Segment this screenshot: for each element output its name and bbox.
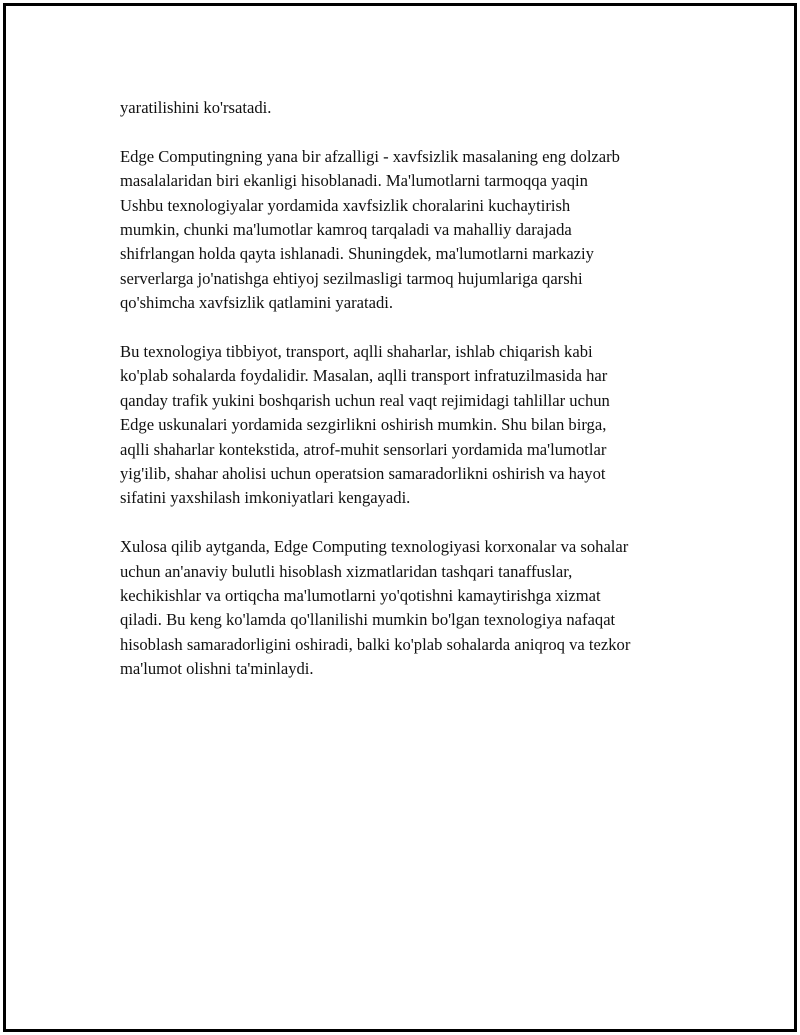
paragraph-1 — [120, 96, 700, 120]
text-line: Xulosa qilib aytganda, Edge Computing texnologiyasi korxonalar va sohalar — [120, 537, 629, 557]
paragraph-3 — [120, 340, 700, 511]
text-line: Edge uskunalari yordamida sezgirlikni oshirish mumkin. Shu bilan birga, — [120, 415, 607, 435]
text-line: aqlli shaharlar kontekstida, atrof-muhit sensorlari yordamida ma'lumotlar — [120, 439, 607, 459]
text-line: serverlarga jo'natishga ehtiyoj sezilmasligi tarmoq hujumlariga qarshi — [120, 268, 583, 288]
text-line: uchun an'anaviy bulutli hisoblash xizmatlaridan tashqari tanaffuslar, — [120, 561, 573, 581]
text-line: qo'shimcha xavfsizlik qatlamini yaratadi. — [120, 293, 394, 313]
document-page — [3, 3, 797, 1032]
text-line: shifrlangan holda qayta ishlanadi. Shuningdek, ma'lumotlarni markaziy — [120, 244, 594, 264]
text-line: sifatini yaxshilash imkoniyatlari kengayadi. — [120, 488, 411, 508]
text-line: ko'plab sohalarda foydalidir. Masalan, aqlli transport infratuzilmasida har — [120, 366, 608, 386]
paragraph-4 — [120, 535, 700, 681]
text-line: yaratilishini ko'rsatadi. — [120, 98, 272, 117]
text-line: Bu texnologiya tibbiyot, transport, aqlli shaharlar, ishlab chiqarish kabi — [120, 342, 593, 362]
text-line: yig'ilib, shahar aholisi uchun operatsion samaradorlikni oshirish va hayot — [120, 464, 606, 484]
document-body — [120, 96, 700, 706]
text-line: ma'lumot olishni ta'minlaydi. — [120, 659, 314, 679]
paragraph-2 — [120, 145, 700, 316]
text-line: mumkin, chunki ma'lumotlar kamroq tarqaladi va mahalliy darajada — [120, 220, 572, 240]
text-line: hisoblash samaradorligini oshiradi, balki ko'plab sohalarda aniqroq va tezkor — [120, 634, 631, 654]
text-line: masalalaridan biri ekanligi hisoblanadi. Ma'lumotlarni tarmoqqa yaqin — [120, 171, 588, 191]
text-line: kechikishlar va ortiqcha ma'lumotlarni yo'qotishni kamaytirishga xizmat — [120, 586, 601, 606]
text-line: qanday trafik yukini boshqarish uchun real vaqt rejimidagi tahlillar uchun — [120, 390, 610, 410]
text-line: qiladi. Bu keng ko'lamda qo'llanilishi mumkin bo'lgan texnologiya nafaqat — [120, 610, 616, 630]
text-line: Edge Computingning yana bir afzalligi - xavfsizlik masalaning eng dolzarb — [120, 146, 620, 166]
text-line: Ushbu texnologiyalar yordamida xavfsizlik choralarini kuchaytirish — [120, 195, 571, 215]
